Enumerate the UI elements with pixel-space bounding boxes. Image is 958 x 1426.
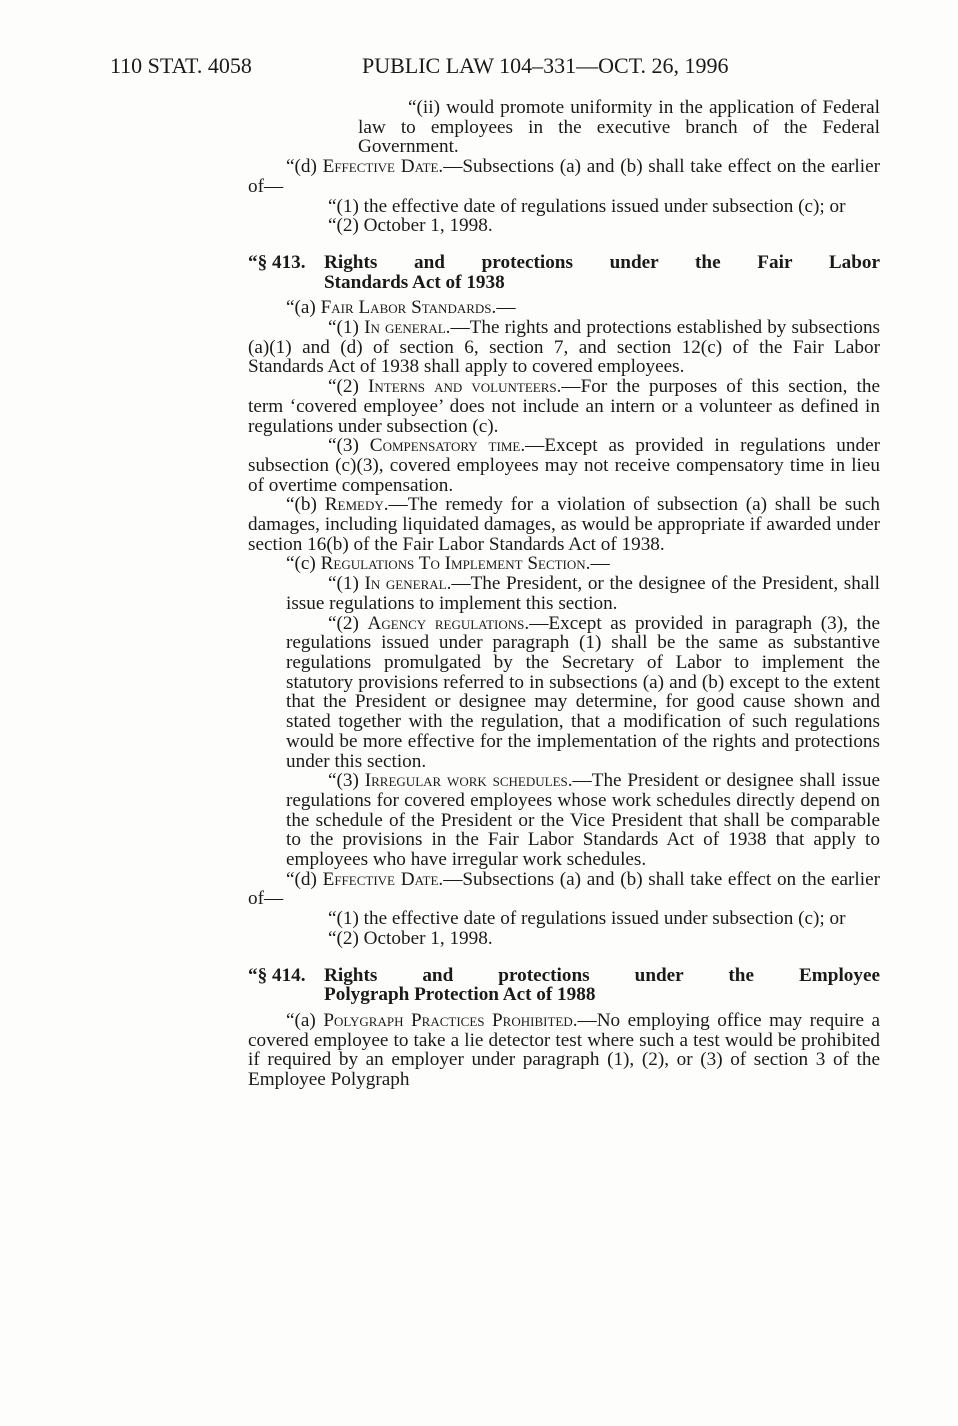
heading-effective-date: Effective Date (322, 156, 439, 178)
heading-in-general-2: In general (364, 573, 447, 595)
page-header (110, 52, 890, 80)
public-law-citation: PUBLIC LAW 104–331—OCT. 26, 1996 (362, 53, 729, 78)
statute-page-number: 110 STAT. 4058 (110, 53, 252, 78)
paragraph-c-regulations: “(c) Regulations To Implement Section.— (286, 553, 610, 575)
heading-in-general: In general (364, 317, 446, 339)
paragraph-d-effective-date-2: “(d) Effective Date.—Subsections (a) and (b) shall take effect on the earlier of— (248, 868, 880, 910)
paragraph-3-irregular-schedules: “(3) Irregular work schedules.—The President or designee shall issue regulations for covered employees whose work schedules directly depend on the schedule of the President or the Vice President that shall be comparable to the provisions in the Fair Labor Standards Act of 1938 that apply to employees who have irregular work schedules. (286, 770, 880, 871)
heading-agency-regulations: Agency regulations (367, 612, 525, 634)
heading-interns-volunteers: Interns and volunteers (368, 376, 557, 398)
paragraph-2-interns: “(2) Interns and volunteers.—For the purposes of this section, the term ‘covered employee’ does not include an intern or a volunteer as defined in regulations under subsection (c). (248, 376, 880, 437)
section-title: Rights and protections under the Fair Labor Standards Act of 1938 (324, 251, 880, 293)
section-413-heading (248, 253, 880, 292)
heading-polygraph-practices: Polygraph Practices Prohibited (323, 1009, 573, 1031)
paragraph-2-agency-regulations: “(2) Agency regulations.—Except as provided in paragraph (3), the regulations issued under paragraph (1) shall be the same as substantive regulations promulgated by the Secretary of Labor to implement the statutory provisions referred to in subsections (a) and (b) except to the extent that the President or designee may determine, for good cause shown and stated together with the regulation, that a modification of such regulations would be more effective for the implementation of the rights and protections under this section. (286, 612, 880, 772)
paragraph-1-effective-date: “(1) the effective date of regulations issued under subsection (c); or (328, 195, 846, 217)
heading-irregular-schedules: Irregular work schedules (364, 770, 568, 792)
paragraph-2-october-2: “(2) October 1, 1998. (328, 927, 493, 949)
heading-compensatory-time: Compensatory time (369, 435, 521, 457)
heading-remedy: Remedy (324, 494, 384, 516)
paragraph-a-fair-labor-standards: “(a) Fair Labor Standards.— (286, 297, 516, 319)
paragraph-3-compensatory-time: “(3) Compensatory time.—Except as provided in regulations under subsection (c)(3), covered employees may not receive compensatory time in lieu of overtime compensation. (248, 435, 880, 496)
paragraph-1-in-general: “(1) In general.—The rights and protections established by subsections (a)(1) and (d) of section 6, section 7, and section 12(c) of the Fair Labor Standards Act of 1938 shall apply to covered employees. (248, 317, 881, 378)
heading-effective-date-2: Effective Date (322, 868, 439, 890)
section-title-414: Rights and protections under the Employee Polygraph Protection Act of 1988 (324, 964, 880, 1006)
paragraph-1-in-general-president: “(1) In general.—The President, or the designee of the President, shall issue regulations to implement this section. (286, 573, 880, 614)
heading-regulations: Regulations To Implement Section (320, 553, 586, 575)
document-body (248, 98, 880, 1090)
paragraph-2-october: “(2) October 1, 1998. (328, 215, 493, 237)
section-number: “§ 413. (248, 251, 306, 273)
paragraph-d-effective-date: “(d) Effective Date.—Subsections (a) and (b) shall take effect on the earlier of— (248, 156, 880, 197)
paragraph-a-polygraph: “(a) Polygraph Practices Prohibited.—No employing office may require a covered employee to take a lie detector test where such a test would be prohibited if required by an employer under paragraph (1), (2), or (3) of section 3 of the Employee Polygraph (248, 1009, 881, 1091)
heading-fair-labor-standards: Fair Labor Standards (320, 297, 492, 319)
paragraph-1-effective-date-2: “(1) the effective date of regulations issued under subsection (c); or (328, 908, 846, 930)
section-number-414: “§ 414. (248, 964, 306, 986)
section-414-heading (248, 966, 880, 1005)
paragraph-b-remedy: “(b) Remedy.—The remedy for a violation of subsection (a) shall be such damages, including liquidated damages, as would be appropriate if awarded under section 16(b) of the Fair Labor Standards Act of 1938. (248, 494, 880, 555)
paragraph-ii: “(ii) would promote uniformity in the application of Federal law to employees in the executive branch of the Federal Government. (358, 97, 880, 158)
